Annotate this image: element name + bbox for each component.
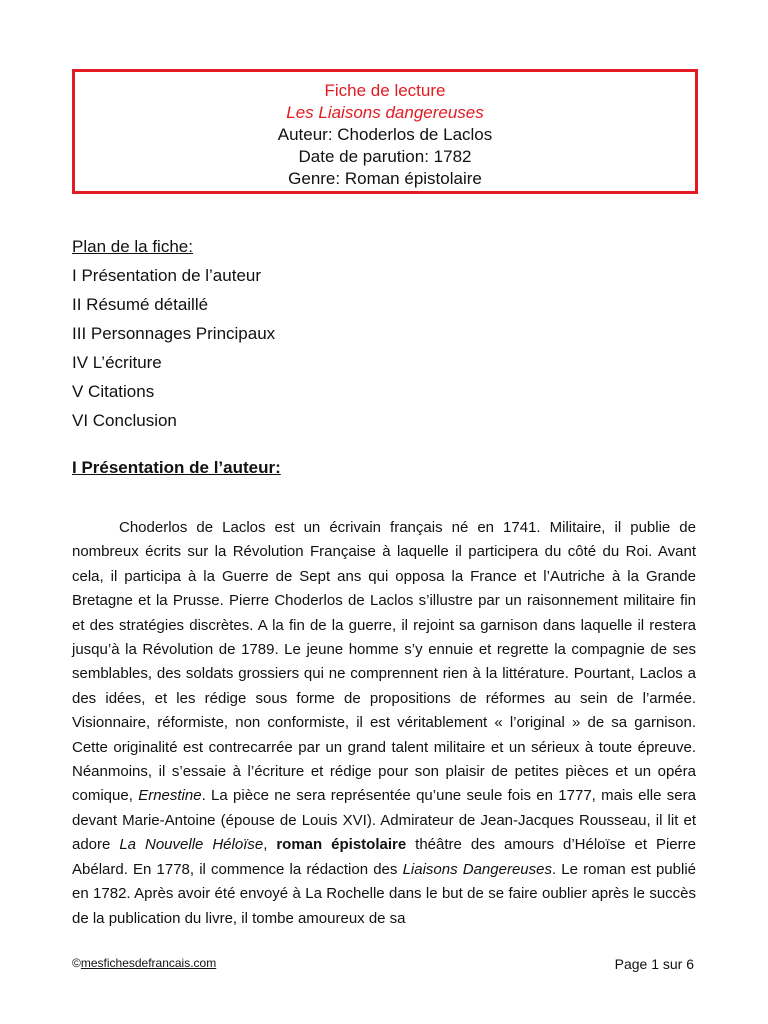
genre-line: Genre: Roman épistolaire (288, 169, 482, 188)
plan-item: II Résumé détaillé (72, 295, 209, 314)
plan-title: Plan de la fiche: (72, 237, 193, 256)
plan-item: V Citations (72, 382, 155, 401)
bold-term: roman épistolaire (276, 836, 407, 854)
plan-item: IV L’écriture (72, 353, 162, 372)
italic-title: La Nouvelle Héloïse (119, 836, 264, 854)
book-title: Les Liaisons dangereuses (286, 103, 484, 122)
paragraph-text: Choderlos de Laclos est un écrivain français né en 1741. Militaire, il publie de nombreux écrits sur la Révolution Française à laquelle il participera du côté du Roi. Avant cela, il participa à la Guerre de Sept ans qui opposa la France et l’Autriche à la Grande Bretagne et la Prusse. Pierre Choderlos de Laclos s’illustre par un raisonnement militaire fin et des stratégies discrètes. A la fin de la guerre, il rejoint sa garnison dans laquelle il restera jusqu’à la Révolution de 1789. Le jeune homme s’y ennuie et regrette la compagnie de ses semblables, des soldats grossiers qui ne comprennent rien à la littérature. Pourtant, Laclos a des idées, et les rédige sous forme de propositions de réformes au sein de l’armée. Visionnaire, réformiste, non conformiste, il est véritablement « l’original » de sa garnison. Cette originalité est contrecarrée par un grand talent militaire et un sérieux à toute épreuve. Néanmoins, il s’essaie à l’écriture et rédige pour son plaisir de petites pièces et un opéra comique, (72, 519, 696, 805)
page-number: Page 1 sur 6 (614, 956, 694, 972)
publication-date-line: Date de parution: 1782 (298, 147, 472, 166)
author-line: Auteur: Choderlos de Laclos (277, 125, 493, 144)
plan-section (72, 232, 275, 435)
italic-title: Ernestine (138, 787, 202, 805)
body-paragraph (72, 516, 696, 931)
paragraph-text: théâtre des amours d’Héloïse et Pierre Abélard. En 1778, il commence la rédaction des (72, 836, 696, 878)
footer-copyright (72, 955, 216, 971)
paragraph-text: , (263, 836, 277, 854)
title-box (72, 69, 698, 194)
paragraph-text: . La pièce ne sera représentée qu’une seule fois en 1777, mais elle sera devant Marie-Antoine (épouse de Louis XVI). Admirateur de Jean-Jacques Rousseau, il lit et adore (72, 787, 696, 854)
site-link[interactable]: mesfichesdefrancais.com (80, 956, 217, 970)
section-heading: I Présentation de l’auteur: (72, 458, 281, 477)
document-type-title: Fiche de lecture (324, 81, 446, 100)
copyright-symbol: © (72, 956, 81, 970)
plan-item: III Personnages Principaux (72, 324, 276, 343)
paragraph-text: . Le roman est publié en 1782. Après avoir été envoyé à La Rochelle dans le but de se faire oublier après le succès de la publication du livre, il tombe amoureux de sa (72, 860, 697, 927)
plan-item: I Présentation de l’auteur (72, 266, 262, 285)
plan-item: VI Conclusion (72, 411, 177, 430)
italic-title: Liaisons Dangereuses (402, 860, 552, 878)
